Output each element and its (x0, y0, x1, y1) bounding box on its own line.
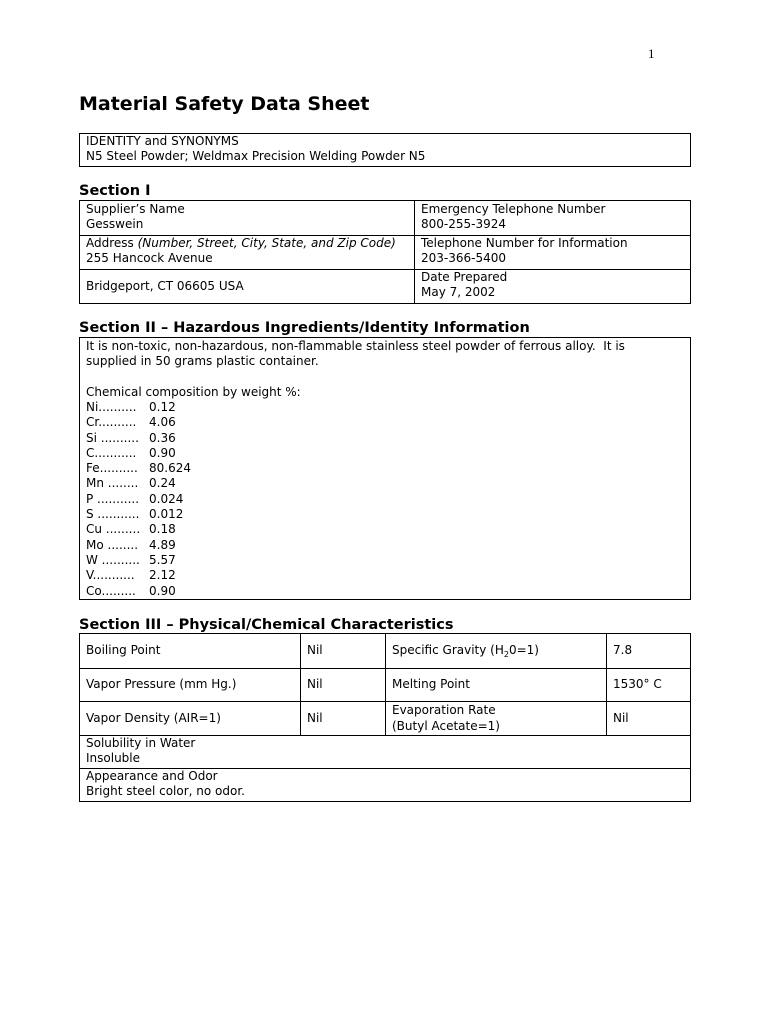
element-value: 4.89 (149, 537, 176, 552)
supplier-value: Gesswein (86, 217, 144, 232)
element-name: Si .......... (86, 430, 139, 445)
description-line1: It is non-toxic, non-hazardous, non-flammable stainless steel powder of ferrous alloy. It is (86, 339, 625, 353)
description-line2: supplied in 50 grams plastic container. (86, 354, 319, 369)
element-name: W .......... (86, 552, 140, 567)
appearance-label: Appearance and Odor (86, 769, 218, 783)
identity-box (79, 133, 691, 167)
section2-box (79, 337, 691, 600)
element-name: Mo ........ (86, 537, 139, 552)
evaporation-rate-value: Nil (613, 710, 629, 725)
element-value: 0.90 (149, 583, 176, 598)
melting-point-label: Melting Point (392, 677, 470, 692)
section2-heading: Section II – Hazardous Ingredients/Identity Information (79, 320, 530, 336)
info-phone-value: 203-366-5400 (421, 251, 507, 266)
emergency-phone-label: Emergency Telephone Number (421, 202, 606, 216)
composition-row (86, 415, 191, 430)
vapor-density-value: Nil (307, 710, 323, 725)
element-value: 0.90 (149, 445, 176, 460)
page-number: 1 (648, 46, 655, 61)
composition-row (86, 584, 191, 599)
melting-point-value: 1530° C (613, 677, 662, 692)
element-value: 0.36 (149, 430, 176, 445)
address-line2: Bridgeport, CT 06605 USA (86, 278, 244, 293)
section3-heading: Section III – Physical/Chemical Characteristics (79, 617, 454, 633)
supplier-label: Supplier’s Name (86, 202, 185, 216)
info-phone-label: Telephone Number for Information (421, 236, 628, 250)
element-name: Co......... (86, 583, 136, 598)
element-name: P ........... (86, 491, 140, 506)
composition-list (86, 400, 191, 599)
boiling-point-value: Nil (307, 643, 323, 658)
element-name: S ........... (86, 507, 140, 522)
element-name: Mn ........ (86, 476, 139, 491)
element-value: 0.024 (149, 491, 184, 506)
section1-table (79, 200, 691, 304)
solubility-value: Insoluble (86, 751, 141, 766)
element-value: 0.24 (149, 476, 176, 491)
composition-row (86, 507, 191, 522)
composition-row (86, 492, 191, 507)
element-value: 0.12 (149, 400, 176, 414)
element-name: Cu ......... (86, 522, 141, 537)
element-value: 80.624 (149, 461, 191, 476)
solubility-label: Solubility in Water (86, 736, 196, 750)
boiling-point-label: Boiling Point (86, 643, 161, 658)
appearance-value: Bright steel color, no odor. (86, 784, 245, 799)
element-value: 4.06 (149, 415, 176, 430)
composition-label: Chemical composition by weight %: (86, 384, 301, 399)
address-line1: 255 Hancock Avenue (86, 251, 213, 266)
specific-gravity-label: Specific Gravity $(H_20=1)$ (392, 643, 539, 660)
vapor-pressure-label: Vapor Pressure (mm Hg.) (86, 677, 237, 692)
section1-heading: Section I (79, 183, 151, 199)
emergency-phone-value: 800-255-3924 (421, 217, 507, 232)
composition-row (86, 538, 191, 553)
vapor-density-label: Vapor Density (AIR=1) (86, 710, 221, 725)
address-note: (Number, Street, City, State, and Zip Code) (137, 236, 396, 250)
date-prepared-value: May 7, 2002 (421, 285, 496, 300)
composition-row (86, 400, 191, 415)
composition-row (86, 476, 191, 491)
identity-label: IDENTITY and SYNONYMS (86, 134, 239, 148)
identity-value: N5 Steel Powder; Weldmax Precision Welding Powder N5 (86, 149, 426, 164)
element-value: 2.12 (149, 568, 176, 583)
composition-row (86, 446, 191, 461)
section3-table (79, 633, 691, 802)
specific-gravity-value: 7.8 (613, 643, 633, 658)
composition-row (86, 522, 191, 537)
element-value: 0.012 (149, 507, 184, 522)
element-name: Fe.......... (86, 461, 138, 476)
date-prepared-label: Date Prepared (421, 270, 508, 284)
page-title: Material Safety Data Sheet (79, 93, 370, 115)
element-name: C........... (86, 445, 137, 460)
element-name: Cr.......... (86, 415, 137, 430)
element-name: Ni.......... (86, 400, 137, 414)
composition-row (86, 568, 191, 583)
element-name: V........... (86, 568, 135, 583)
element-value: 0.18 (149, 522, 176, 537)
composition-row (86, 461, 191, 476)
evaporation-rate-label: Evaporation Rate (392, 703, 496, 718)
composition-row (86, 553, 191, 568)
vapor-pressure-value: Nil (307, 677, 323, 692)
composition-row (86, 431, 191, 446)
evaporation-rate-sublabel: (Butyl Acetate=1) (392, 718, 500, 733)
element-value: 5.57 (149, 552, 176, 567)
address-label: Address (86, 236, 134, 250)
